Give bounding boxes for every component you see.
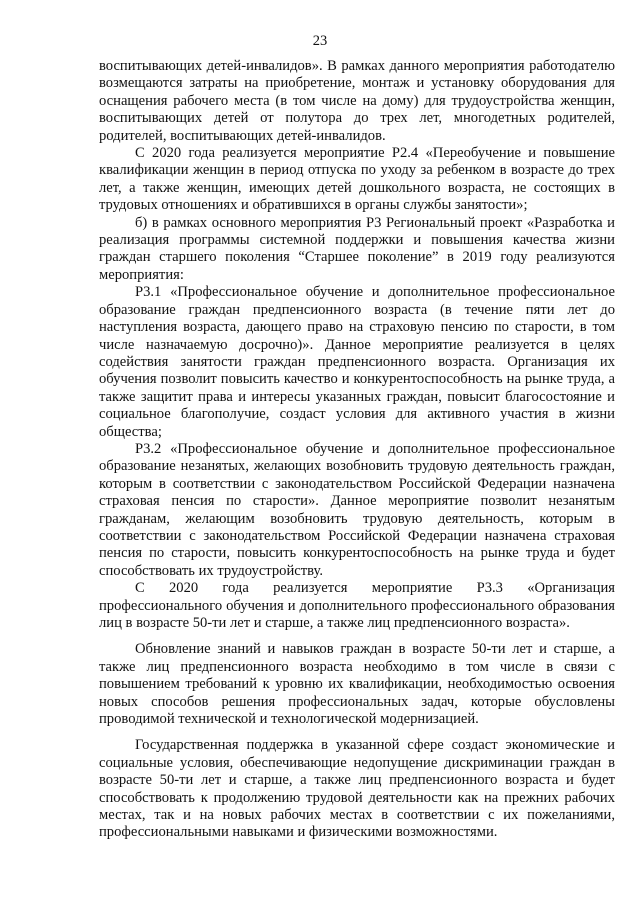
paragraph-continuation: воспитывающих детей-инвалидов». В рамках данного мероприятия работодателю возмещаются затраты на приобретение, монтаж и установку оборудования для оснащения рабочего места (в том числе на дому) для трудоустройства женщин, воспитывающих детей от полутора до трех лет, многодетных родителей, родителей, воспитывающих детей-инвалидов.	[99, 58, 615, 144]
paragraph-skills-update: Обновление знаний и навыков граждан в возрасте 50-ти лет и старше, а также лиц предпенсионного возраста необходимо в том числе в связи с повышением требований к уровню их квалификации, необходимостью освоения новых способов решения профессиональных задач, которые обусловлены проводимой технической и технологической модернизацией.	[99, 641, 615, 728]
paragraph-state-support: Государственная поддержка в указанной сфере создаст экономические и социальные условия, обеспечивающие недопущение дискриминации граждан в возрасте 50-ти лет и старше, а также лиц предпенсионного возраста и будет способствовать к продолжению трудовой деятельности как на прежних рабочих местах, так и на новых рабочих местах в соответствии с их пожеланиями, профессиональными навыками и физическими возможностями.	[99, 737, 615, 841]
paragraph-b-r3: б) в рамках основного мероприятия Р3 Региональный проект «Разработка и реализация программы системной поддержки и повышения качества жизни граждан старшего поколения “Старшее поколение” в 2019 году реализуются мероприятия:	[99, 214, 615, 283]
paragraph-r3-1: Р3.1 «Профессиональное обучение и дополнительное профессиональное образование граждан предпенсионного возраста (в течение пяти лет до наступления возраста, дающего право на страховую пенсию по старости, в том числе назначаемую досрочно)». Данное мероприятие реализуется в целях содействия занятости граждан предпенсионного возраста. Организация их обучения позволит повысить качество и конкурентоспособность на рынке труда, а также защитит права и интересы указанных граждан, повысит благосостояние и социальное благополучие, создаст условия для активного участия в жизни общества;	[99, 284, 615, 440]
page-number: 23	[312, 33, 328, 49]
paragraph-r3-3: С 2020 года реализуется мероприятие Р3.3 «Организация профессионального обучения и дополнительного профессионального образования лиц в возрасте 50-ти лет и старше, а также лиц предпенсионного возраста».	[99, 580, 615, 631]
document-body	[99, 58, 615, 842]
paragraph-r3-2: Р3.2 «Профессиональное обучение и дополнительное профессиональное образование незанятых, желающих возобновить трудовую деятельность граждан, которым в соответствии с законодательством Российской Федерации назначена страховая пенсия по старости». Данное мероприятие позволит незанятым гражданам, желающим возобновить трудовую деятельность, которым в соответствии с законодательством Российской Федерации назначена страховая пенсия по старости, повысить конкурентоспособность на рынке труда и будет способствовать их трудоустройству.	[99, 440, 615, 579]
paragraph-r2-4: С 2020 года реализуется мероприятие Р2.4 «Переобучение и повышение квалификации женщин в период отпуска по уходу за ребенком в возрасте до трех лет, а также женщин, имеющих детей дошкольного возраста, не состоящих в трудовых отношениях и обратившихся в органы службы занятости»;	[99, 145, 615, 214]
